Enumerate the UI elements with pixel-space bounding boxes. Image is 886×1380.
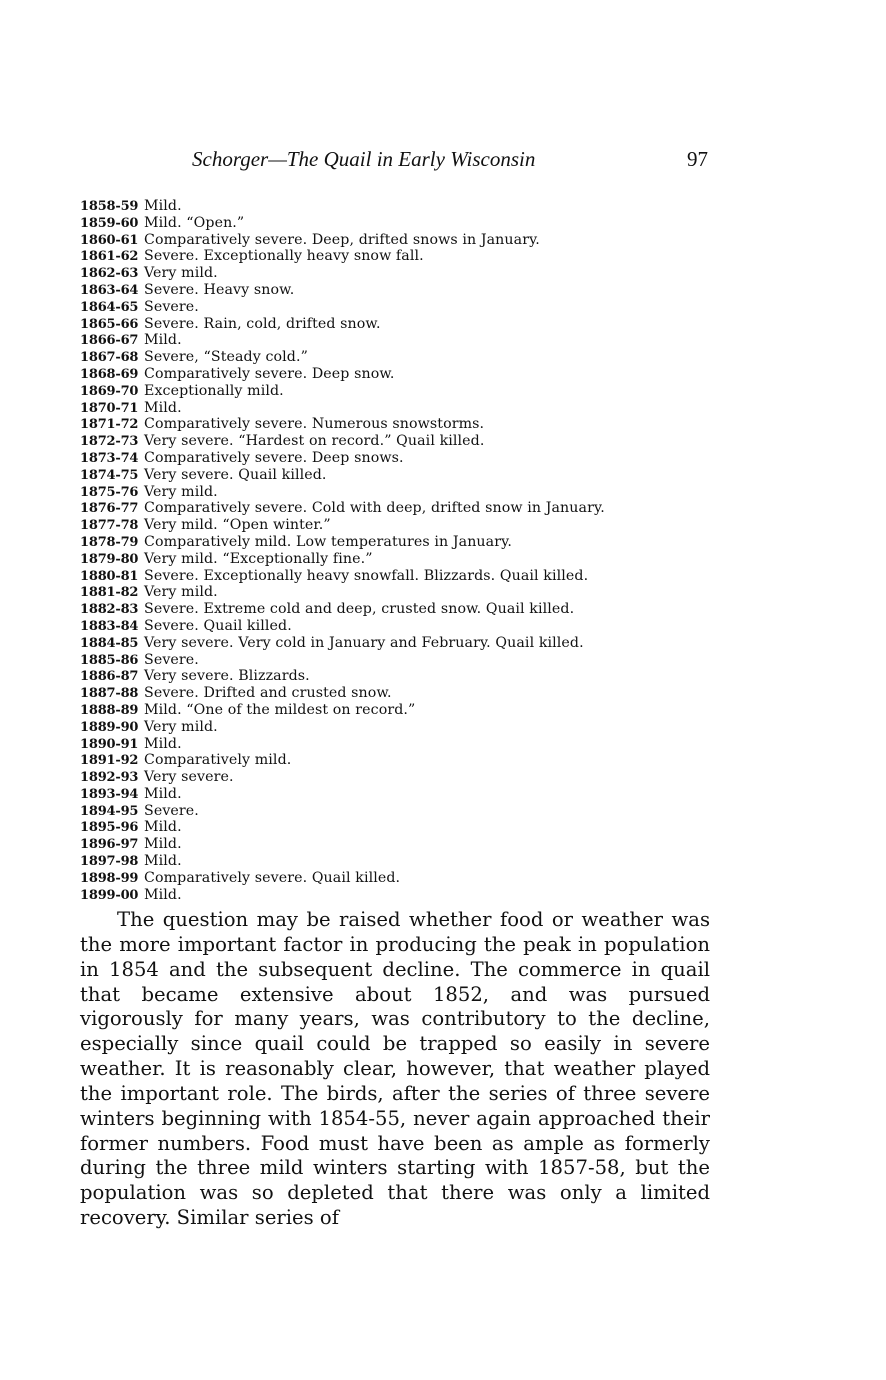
winter-years: 1862-63 — [80, 266, 139, 282]
winter-description: Comparatively mild. — [144, 752, 292, 769]
winter-years: 1876-77 — [80, 501, 139, 517]
winter-record — [80, 736, 720, 753]
winter-description: Severe. Extreme cold and deep, crusted snow. Quail killed. — [144, 601, 575, 618]
winter-years: 1864-65 — [80, 299, 139, 315]
winter-description: Exceptionally mild. — [144, 382, 284, 399]
winter-years: 1872-73 — [80, 434, 139, 450]
winter-record — [80, 450, 720, 467]
winter-years: 1895-96 — [80, 820, 139, 836]
winter-description: Very severe. — [144, 769, 234, 786]
winter-record — [80, 652, 720, 669]
winter-description: Severe. — [144, 651, 199, 668]
winter-record — [80, 316, 720, 333]
winter-record — [80, 400, 720, 417]
winter-record — [80, 433, 720, 450]
winter-description: Severe. Rain, cold, drifted snow. — [144, 315, 381, 332]
winter-record — [80, 517, 720, 534]
winter-description: Comparatively mild. Low temperatures in January. — [144, 533, 512, 550]
winter-record — [80, 702, 720, 719]
winter-years: 1887-88 — [80, 686, 139, 702]
winter-description: Mild. “One of the mildest on record.” — [144, 701, 416, 718]
winter-years: 1891-92 — [80, 753, 139, 769]
winter-description: Mild. — [144, 836, 182, 853]
winter-years: 1877-78 — [80, 518, 139, 534]
winter-description: Mild. — [144, 399, 182, 416]
winter-record — [80, 500, 720, 517]
winter-years: 1890-91 — [80, 736, 139, 752]
winter-description: Severe. Drifted and crusted snow. — [144, 685, 392, 702]
winter-description: Very severe. Quail killed. — [144, 466, 327, 483]
winter-records-list — [80, 198, 720, 903]
winter-description: Mild. — [144, 198, 182, 214]
winter-record — [80, 198, 720, 215]
winter-record — [80, 769, 720, 786]
winter-record — [80, 484, 720, 501]
winter-description: Comparatively severe. Deep, drifted snows in January. — [144, 231, 540, 248]
winter-record — [80, 299, 720, 316]
winter-description: Comparatively severe. Deep snows. — [144, 449, 404, 466]
winter-years: 1865-66 — [80, 316, 139, 332]
winter-record — [80, 248, 720, 265]
winter-description: Very severe. Blizzards. — [144, 668, 310, 685]
page-header — [80, 145, 708, 173]
winter-record — [80, 803, 720, 820]
winter-description: Mild. — [144, 819, 182, 836]
winter-description: Mild. — [144, 785, 182, 802]
winter-years: 1873-74 — [80, 450, 139, 466]
body-paragraph: The question may be raised whether food or weather was the more important factor in producing the peak in population in 1854 and the subsequent decline. The commerce in quail that became extensive about 1852, and was pursued vigorously for many years, was contributory to the decline, especially since quail could be trapped so easily in severe weather. It is reasonably clear, however, that weather played the important role. The birds, after the series of three severe winters beginning with 1854-55, never again approached their former numbers. Food must have been as ample as formerly during the three mild winters starting with 1857-58, but the population was so depleted that there was only a limited recovery. Similar series of — [80, 908, 710, 1230]
winter-description: Severe. Quail killed. — [144, 617, 292, 634]
winter-years: 1870-71 — [80, 400, 139, 416]
winter-record — [80, 752, 720, 769]
winter-record — [80, 416, 720, 433]
winter-record — [80, 366, 720, 383]
winter-description: Very mild. — [144, 265, 218, 282]
winter-description: Very severe. Very cold in January and February. Quail killed. — [144, 634, 584, 651]
winter-years: 1871-72 — [80, 417, 139, 433]
winter-years: 1861-62 — [80, 249, 139, 265]
winter-record — [80, 467, 720, 484]
winter-record — [80, 534, 720, 551]
winter-description: Comparatively severe. Deep snow. — [144, 365, 395, 382]
winter-record — [80, 635, 720, 652]
winter-years: 1899-00 — [80, 887, 139, 903]
winter-years: 1894-95 — [80, 803, 139, 819]
winter-years: 1874-75 — [80, 467, 139, 483]
winter-years: 1868-69 — [80, 366, 139, 382]
winter-years: 1866-67 — [80, 333, 139, 349]
winter-years: 1884-85 — [80, 635, 139, 651]
winter-years: 1858-59 — [80, 199, 139, 214]
winter-description: Severe. Exceptionally heavy snow fall. — [144, 248, 424, 265]
winter-record — [80, 819, 720, 836]
winter-years: 1859-60 — [80, 215, 139, 231]
winter-record — [80, 786, 720, 803]
winter-record — [80, 551, 720, 568]
winter-record — [80, 685, 720, 702]
winter-years: 1880-81 — [80, 568, 139, 584]
winter-years: 1875-76 — [80, 484, 139, 500]
winter-description: Severe. — [144, 298, 199, 315]
winter-description: Mild. “Open.” — [144, 214, 245, 231]
winter-description: Comparatively severe. Numerous snowstorms. — [144, 416, 485, 433]
winter-years: 1897-98 — [80, 854, 139, 870]
winter-record — [80, 618, 720, 635]
winter-record — [80, 215, 720, 232]
winter-record — [80, 232, 720, 249]
winter-years: 1878-79 — [80, 534, 139, 550]
winter-description: Severe. Heavy snow. — [144, 281, 295, 298]
winter-description: Mild. — [144, 853, 182, 870]
winter-record — [80, 719, 720, 736]
winter-years: 1886-87 — [80, 669, 139, 685]
winter-years: 1892-93 — [80, 770, 139, 786]
winter-years: 1867-68 — [80, 350, 139, 366]
running-title: Schorger—The Quail in Early Wisconsin — [192, 147, 536, 171]
winter-record — [80, 836, 720, 853]
winter-record — [80, 265, 720, 282]
winter-years: 1882-83 — [80, 602, 139, 618]
winter-years: 1888-89 — [80, 702, 139, 718]
winter-description: Severe, “Steady cold.” — [144, 349, 308, 366]
winter-years: 1889-90 — [80, 719, 139, 735]
winter-record — [80, 332, 720, 349]
winter-description: Mild. — [144, 735, 182, 752]
winter-years: 1896-97 — [80, 837, 139, 853]
winter-description: Mild. — [144, 886, 182, 903]
winter-record — [80, 568, 720, 585]
winter-years: 1885-86 — [80, 652, 139, 668]
winter-description: Very mild. — [144, 718, 218, 735]
winter-years: 1863-64 — [80, 282, 139, 298]
winter-description: Very mild. “Exceptionally fine.” — [144, 550, 373, 567]
winter-description: Very mild. — [144, 584, 218, 601]
winter-record — [80, 887, 720, 904]
winter-description: Comparatively severe. Cold with deep, drifted snow in January. — [144, 500, 605, 517]
winter-description: Comparatively severe. Quail killed. — [144, 869, 401, 886]
winter-description: Very mild. — [144, 483, 218, 500]
winter-record — [80, 870, 720, 887]
winter-description: Very mild. “Open winter.” — [144, 517, 331, 534]
winter-years: 1898-99 — [80, 870, 139, 886]
winter-record — [80, 282, 720, 299]
winter-description: Severe. Exceptionally heavy snowfall. Blizzards. Quail killed. — [144, 567, 589, 584]
winter-years: 1893-94 — [80, 786, 139, 802]
winter-years: 1881-82 — [80, 585, 139, 601]
winter-record — [80, 668, 720, 685]
winter-record — [80, 601, 720, 618]
winter-description: Mild. — [144, 332, 182, 349]
winter-record — [80, 584, 720, 601]
winter-years: 1860-61 — [80, 232, 139, 248]
winter-description: Severe. — [144, 802, 199, 819]
winter-years: 1869-70 — [80, 383, 139, 399]
winter-years: 1883-84 — [80, 618, 139, 634]
winter-record — [80, 853, 720, 870]
winter-years: 1879-80 — [80, 551, 139, 567]
page-number: 97 — [687, 147, 708, 171]
winter-record — [80, 349, 720, 366]
winter-description: Very severe. “Hardest on record.” Quail killed. — [144, 433, 485, 450]
winter-record — [80, 383, 720, 400]
